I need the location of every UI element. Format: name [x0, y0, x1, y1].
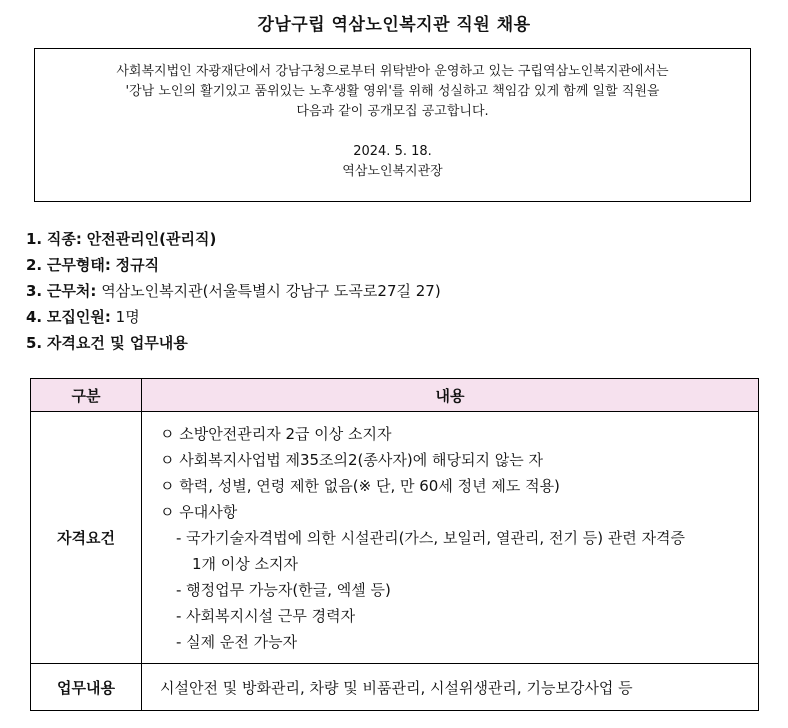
notice-signer: 역삼노인복지관장 [342, 164, 443, 179]
section-label: 직종: [46, 230, 82, 248]
section-employment-type [26, 252, 441, 278]
notice-line: '강남 노인의 활기있고 품위있는 노후생활 영위'를 위해 성실하고 책임감 있게 함께 일할 직원을 [125, 84, 660, 99]
section-number: 2. [26, 256, 43, 274]
notice-line: 다음과 같이 공개모집 공고합니다. [296, 104, 489, 119]
table-row [31, 412, 759, 664]
section-value: 1명 [115, 308, 140, 326]
list-item: ㅇ 학력, 성별, 연령 제한 없음(※ 단, 만 60세 정년 제도 적용) [160, 477, 560, 495]
notice-line: 사회복지법인 자광재단에서 강남구청으로부터 위탁받아 운영하고 있는 구립역삼노인복지관에서는 [116, 64, 669, 79]
header-category: 구분 [31, 379, 142, 412]
section-label: 자격요건 및 업무내용 [46, 334, 188, 352]
list-item: ㅇ 소방안전관리자 2급 이상 소지자 [160, 425, 392, 443]
qualification-list [142, 412, 759, 664]
section-headcount [26, 304, 441, 330]
table-row [31, 664, 759, 711]
header-content: 내용 [142, 379, 759, 412]
duty-value: 시설안전 및 방화관리, 차량 및 비품관리, 시설위생관리, 기능보강사업 등 [142, 664, 759, 711]
list-item: ㅇ 우대사항 [160, 503, 238, 521]
page-title: 강남구립 역삼노인복지관 직원 채용 [257, 15, 531, 35]
section-label: 근무처: [46, 282, 97, 300]
section-number: 3. [26, 282, 43, 300]
section-number: 1. [26, 230, 43, 248]
section-label: 근무형태: [46, 256, 111, 274]
section-value: 정규직 [115, 256, 160, 274]
notice-date: 2024. 5. 18. [353, 144, 432, 159]
qualification-label: 자격요건 [31, 412, 142, 664]
duty-label: 업무내용 [31, 664, 142, 711]
section-number: 5. [26, 334, 43, 352]
section-value: 안전관리인(관리직) [86, 230, 217, 248]
section-requirements [26, 330, 441, 356]
section-workplace [26, 278, 441, 304]
job-sections [26, 226, 441, 356]
list-item: - 실제 운전 가능자 [176, 633, 298, 651]
section-value: 역삼노인복지관(서울특별시 강남구 도곡로27길 27) [101, 282, 441, 300]
list-item: - 행정업무 가능자(한글, 엑셀 등) [176, 581, 391, 599]
list-item: - 국가기술자격법에 의한 시설관리(가스, 보일러, 열관리, 전기 등) 관련 자격증 [176, 529, 686, 547]
section-job-type [26, 226, 441, 252]
section-number: 4. [26, 308, 43, 326]
list-item: ㅇ 사회복지사업법 제35조의2(종사자)에 해당되지 않는 자 [160, 451, 543, 469]
table-header-row [31, 379, 759, 412]
requirements-table [30, 378, 759, 711]
list-item: 1개 이상 소지자 [192, 555, 299, 573]
section-label: 모집인원: [46, 308, 111, 326]
list-item: - 사회복지시설 근무 경력자 [176, 607, 356, 625]
notice-box [34, 48, 751, 202]
